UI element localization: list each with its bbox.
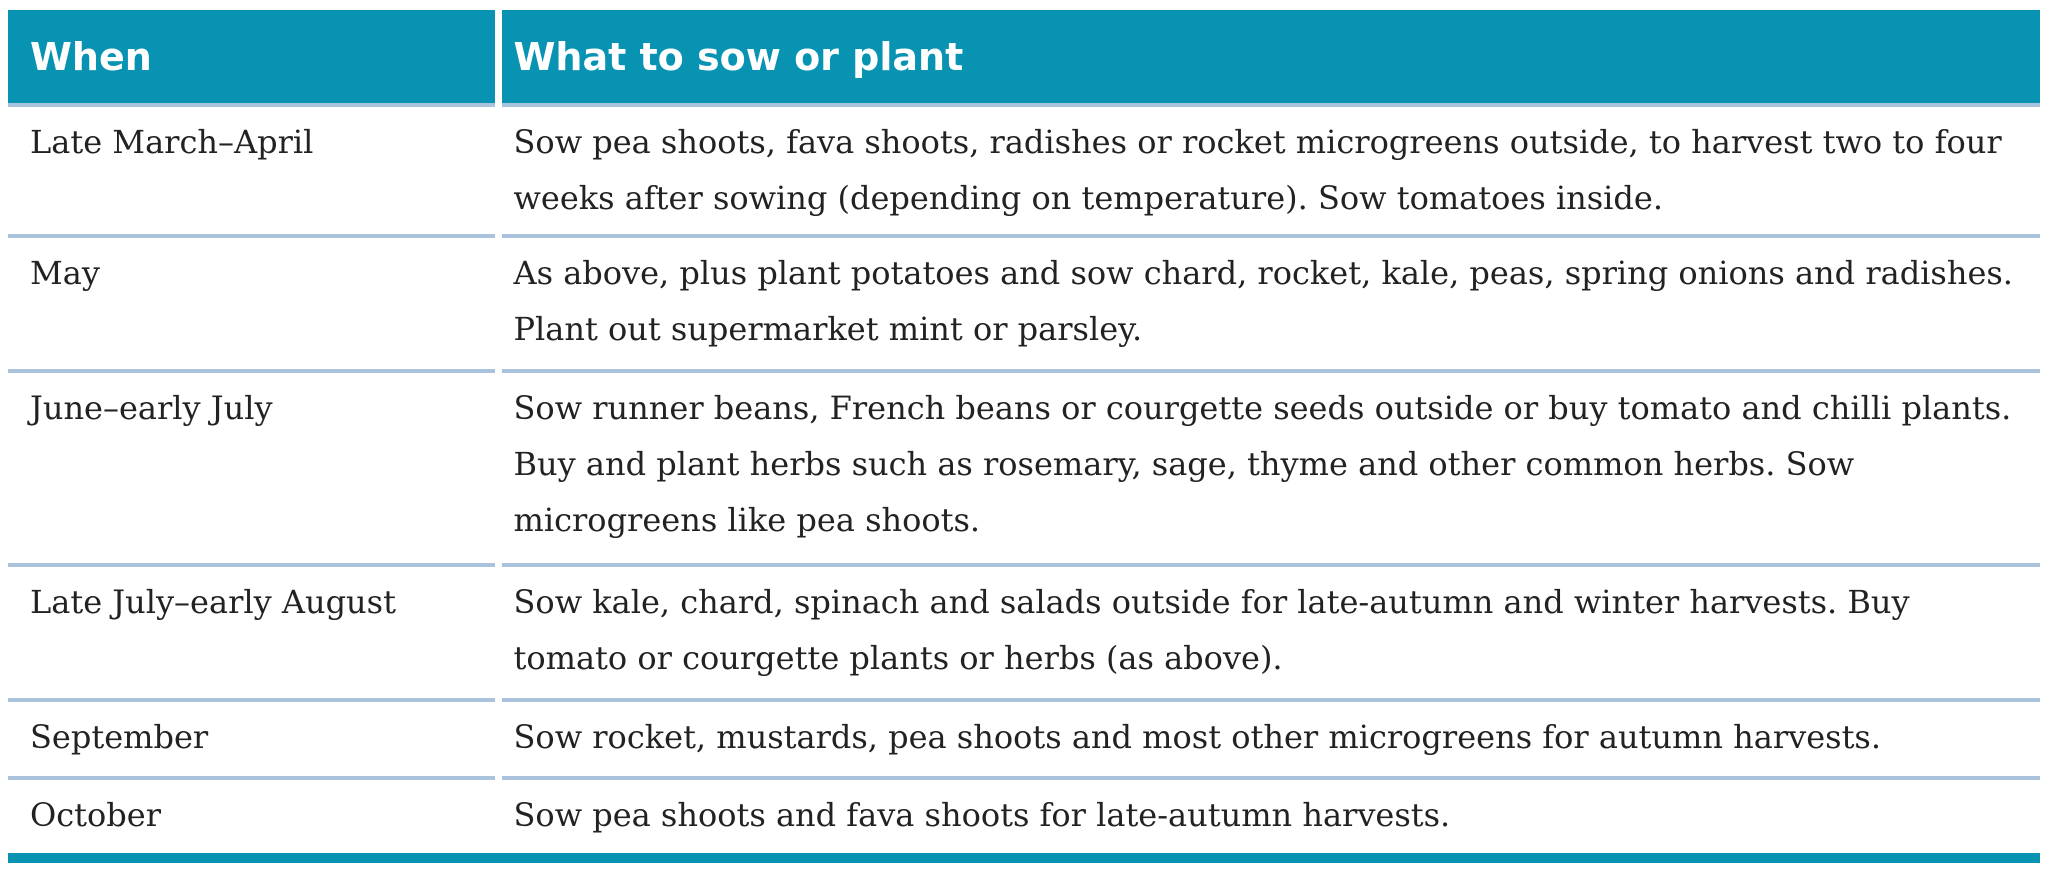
planting-schedule-table <box>8 10 2040 863</box>
header-what: What to sow or plant <box>498 10 2040 105</box>
cell-what: Sow rocket, mustards, pea shoots and most other microgreens for autumn harvests. <box>498 700 2040 778</box>
cell-when: September <box>8 700 498 778</box>
table-row <box>8 236 2040 371</box>
cell-when: October <box>8 778 498 858</box>
cell-when: June–early July <box>8 371 498 565</box>
header-when: When <box>8 10 498 105</box>
planting-schedule-table-container <box>8 10 2040 863</box>
cell-what: As above, plus plant potatoes and sow chard, rocket, kale, peas, spring onions and radishes. Plant out supermarket mint or parsley. <box>498 236 2040 371</box>
table-row <box>8 565 2040 700</box>
cell-when: Late July–early August <box>8 565 498 700</box>
cell-what: Sow kale, chard, spinach and salads outside for late-autumn and winter harvests. Buy tomato or courgette plants or herbs (as above). <box>498 565 2040 700</box>
header-row <box>8 10 2040 105</box>
table-row <box>8 371 2040 565</box>
table-header <box>8 10 2040 105</box>
cell-when: May <box>8 236 498 371</box>
table-row <box>8 700 2040 778</box>
cell-what: Sow runner beans, French beans or courgette seeds outside or buy tomato and chilli plants. Buy and plant herbs such as rosemary, sage, thyme and other common herbs. Sow microgreens like pea shoots. <box>498 371 2040 565</box>
cell-what: Sow pea shoots and fava shoots for late-autumn harvests. <box>498 778 2040 858</box>
table-row <box>8 778 2040 858</box>
cell-what: Sow pea shoots, fava shoots, radishes or rocket microgreens outside, to harvest two to four weeks after sowing (depending on temperature). Sow tomatoes inside. <box>498 105 2040 236</box>
table-body <box>8 105 2040 858</box>
cell-when: Late March–April <box>8 105 498 236</box>
table-row <box>8 105 2040 236</box>
